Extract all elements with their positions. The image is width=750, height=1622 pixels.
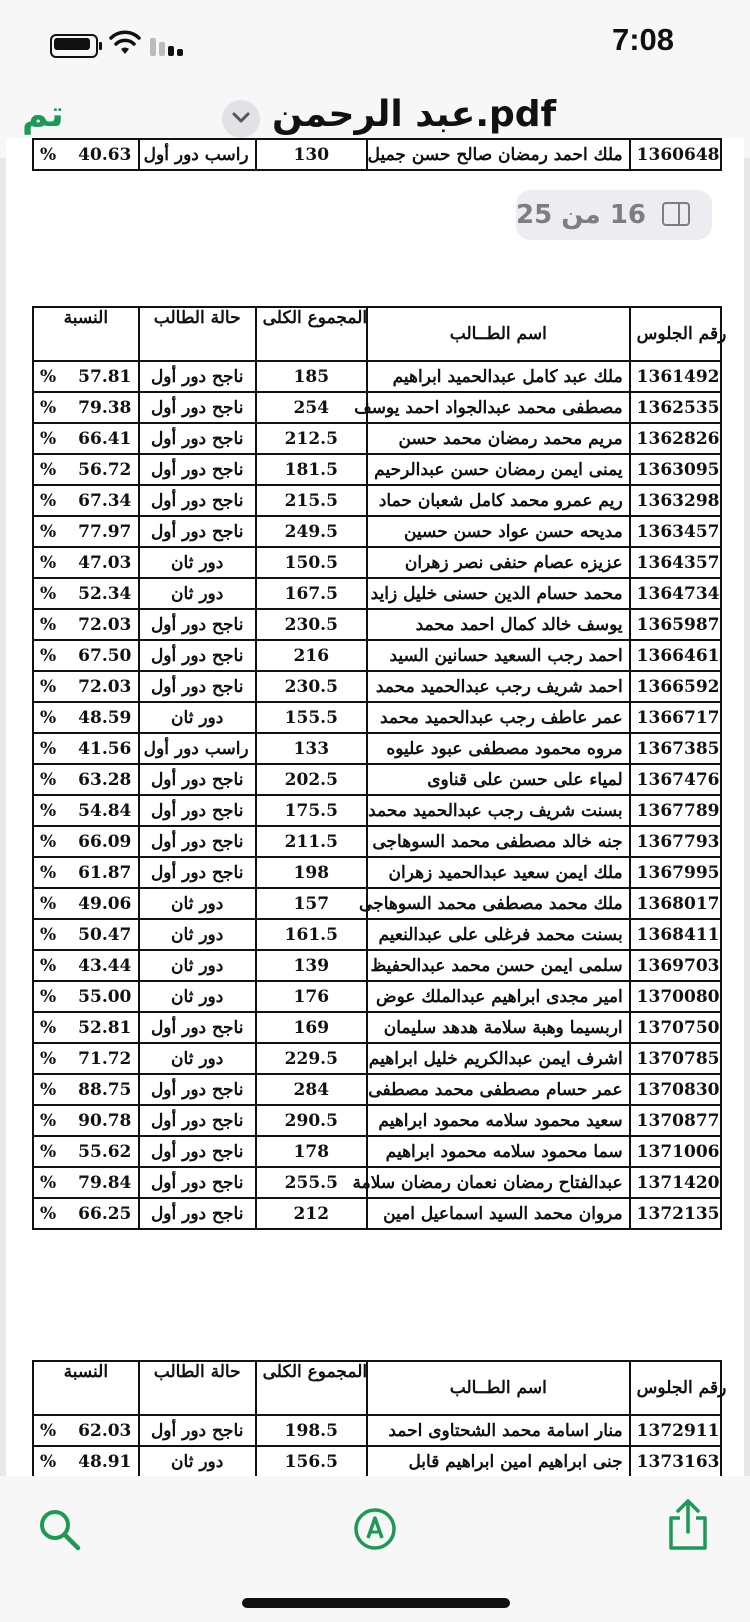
name-cell: مريم محمد رمضان محمد حسن (367, 423, 630, 454)
total-cell: 229.5 (256, 1043, 367, 1074)
percentage-value: 55.00 (78, 986, 132, 1007)
status-cell: ناجح دور أول (139, 392, 256, 423)
percentage-cell (33, 485, 139, 516)
seat-number-cell: 1363298 (630, 485, 721, 516)
status-cell: ناجح دور أول (139, 423, 256, 454)
results-table (32, 306, 727, 1230)
seat-number-cell: 1370785 (630, 1043, 721, 1074)
percentage-value: 41.56 (78, 738, 132, 759)
percentage-cell (33, 578, 139, 609)
seat-number-cell: 1371420 (630, 1167, 721, 1198)
total-cell: 230.5 (256, 609, 367, 640)
status-cell: ناجح دور أول (139, 485, 256, 516)
seat-number-cell: 1367793 (630, 826, 721, 857)
percent-sign: % (40, 1172, 57, 1193)
percentage-cell (33, 1198, 139, 1229)
table-row (33, 733, 721, 764)
status-cell: ناجح دور أول (139, 609, 256, 640)
seat-number-cell: 1364357 (630, 547, 721, 578)
name-cell: ريم عمرو محمد كامل شعبان حماد (367, 485, 630, 516)
percentage-cell (33, 1074, 139, 1105)
name-cell: لمياء على حسن على قناوى (367, 764, 630, 795)
total-cell: 157 (256, 888, 367, 919)
table-row (33, 1167, 721, 1198)
percentage-value: 61.87 (78, 862, 132, 883)
percentage-value: 62.03 (78, 1420, 132, 1441)
done-button[interactable]: تم (22, 94, 64, 135)
header-total: المجموع الكلى (256, 307, 367, 361)
status-cell: ناجح دور أول (139, 826, 256, 857)
percent-sign: % (40, 1203, 57, 1224)
name-cell: يوسف خالد كمال احمد محمد (367, 609, 630, 640)
seat-number-cell: 1367995 (630, 857, 721, 888)
percent-sign: % (40, 583, 57, 604)
table-row (33, 671, 721, 702)
name-cell: سما محمود سلامه محمود ابراهيم (367, 1136, 630, 1167)
percentage-value: 63.28 (78, 769, 132, 790)
name-cell: منار اسامة محمد الشحتاوى احمد (367, 1415, 630, 1446)
table-row (33, 547, 721, 578)
status-cell: ناجح دور أول (139, 1012, 256, 1043)
percent-sign: % (40, 366, 57, 387)
percentage-value: 55.62 (78, 1141, 132, 1162)
seat-number-cell: 1366592 (630, 671, 721, 702)
percentage-cell (33, 981, 139, 1012)
seat-number-cell: 1364734 (630, 578, 721, 609)
table-row (33, 826, 721, 857)
seat-number-cell: 1370750 (630, 1012, 721, 1043)
percentage-value: 50.47 (78, 924, 132, 945)
percentage-cell (33, 1415, 139, 1446)
total-cell: 230.5 (256, 671, 367, 702)
name-cell: جنى ابراهيم امين ابراهيم قابل (367, 1446, 630, 1477)
header-total: المجموع الكلى (256, 1361, 367, 1415)
header-seat-number: رقم الجلوس (630, 1361, 721, 1415)
status-cell: دور ثان (139, 1043, 256, 1074)
seat-number-cell: 1366717 (630, 702, 721, 733)
percentage-value: 66.25 (78, 1203, 132, 1224)
seat-number-cell: 1367385 (630, 733, 721, 764)
percent-sign: % (40, 738, 57, 759)
status-cell: راسب دور أول (139, 139, 256, 170)
percent-sign: % (40, 397, 57, 418)
name-cell: سعيد محمود سلامه محمود ابراهيم (367, 1105, 630, 1136)
seat-number-cell: 1369703 (630, 950, 721, 981)
name-cell: ملك محمد مصطفى محمد السوهاجى (367, 888, 630, 919)
percentage-cell (33, 640, 139, 671)
seat-number-cell: 1363095 (630, 454, 721, 485)
table-row (33, 919, 721, 950)
total-cell: 156.5 (256, 1446, 367, 1477)
name-cell: ملك احمد رمضان صالح حسن جميل (367, 139, 630, 170)
status-bar (0, 0, 750, 86)
table-row (33, 361, 721, 392)
table-row (33, 1105, 721, 1136)
percent-sign: % (40, 521, 57, 542)
seat-number-cell: 1367789 (630, 795, 721, 826)
seat-number-cell: 1368017 (630, 888, 721, 919)
name-cell: امير مجدى ابراهيم عبدالملك عوض (367, 981, 630, 1012)
status-cell: دور ثان (139, 1446, 256, 1477)
table-row (33, 1136, 721, 1167)
percent-sign: % (40, 893, 57, 914)
percentage-value: 88.75 (78, 1079, 132, 1100)
name-cell: ملك عبد كامل عبدالحميد ابراهيم (367, 361, 630, 392)
percentage-value: 54.84 (78, 800, 132, 821)
header-seat-number: رقم الجلوس (630, 307, 721, 361)
table-row (33, 1446, 721, 1477)
table-row (33, 1074, 721, 1105)
table-row (33, 702, 721, 733)
markup-icon[interactable] (352, 1506, 398, 1552)
status-cell: دور ثان (139, 578, 256, 609)
home-indicator (242, 1598, 510, 1608)
total-cell: 216 (256, 640, 367, 671)
table-row (33, 857, 721, 888)
seat-number-cell: 1370830 (630, 1074, 721, 1105)
seat-number-cell: 1365987 (630, 609, 721, 640)
percentage-cell (33, 609, 139, 640)
name-cell: بسنت محمد فرغلى على عبدالنعيم (367, 919, 630, 950)
status-cell: ناجح دور أول (139, 1136, 256, 1167)
name-cell: جنه خالد مصطفى محمد السوهاجى (367, 826, 630, 857)
table-row (33, 1415, 721, 1446)
table-row (33, 516, 721, 547)
status-cell: راسب دور أول (139, 733, 256, 764)
percent-sign: % (40, 459, 57, 480)
percent-sign: % (40, 769, 57, 790)
percentage-value: 71.72 (78, 1048, 132, 1069)
percentage-value: 79.84 (78, 1172, 132, 1193)
seat-number-cell: 1370080 (630, 981, 721, 1012)
percentage-cell (33, 950, 139, 981)
name-cell: سلمى ايمن حسن محمد عبدالحفيظ (367, 950, 630, 981)
status-cell: ناجح دور أول (139, 1074, 256, 1105)
header-status: حالة الطالب (139, 1361, 256, 1415)
seat-number-cell: 1363457 (630, 516, 721, 547)
status-cell: ناجح دور أول (139, 1415, 256, 1446)
header-percentage: النسبة (33, 1361, 139, 1415)
name-cell: عمر حسام مصطفى محمد مصطفى (367, 1074, 630, 1105)
status-cell: ناجح دور أول (139, 640, 256, 671)
total-cell: 284 (256, 1074, 367, 1105)
document-title[interactable]: عبد الرحمن.pdf (272, 94, 557, 135)
table-row (33, 485, 721, 516)
name-cell: بسنت شريف رجب عبدالحميد محمد (367, 795, 630, 826)
cellular-signal-icon (150, 36, 186, 56)
total-cell: 249.5 (256, 516, 367, 547)
percentage-value: 52.34 (78, 583, 132, 604)
percentage-value: 40.63 (78, 144, 132, 165)
percent-sign: % (40, 924, 57, 945)
percentage-cell (33, 888, 139, 919)
percentage-cell (33, 361, 139, 392)
percentage-value: 72.03 (78, 614, 132, 635)
results-table-next (32, 1360, 727, 1478)
table-row (33, 1043, 721, 1074)
table-row (33, 981, 721, 1012)
total-cell: 198.5 (256, 1415, 367, 1446)
percentage-value: 48.91 (78, 1451, 132, 1472)
status-cell: ناجح دور أول (139, 361, 256, 392)
pdf-page-current (6, 246, 744, 1346)
total-cell: 215.5 (256, 485, 367, 516)
percentage-cell (33, 516, 139, 547)
table-row (33, 950, 721, 981)
percentage-value: 77.97 (78, 521, 132, 542)
status-cell: ناجح دور أول (139, 1105, 256, 1136)
percent-sign: % (40, 144, 57, 165)
status-cell: ناجح دور أول (139, 1167, 256, 1198)
results-table-previous (32, 138, 722, 171)
percent-sign: % (40, 676, 57, 697)
total-cell: 211.5 (256, 826, 367, 857)
total-cell: 150.5 (256, 547, 367, 578)
percentage-value: 47.03 (78, 552, 132, 573)
total-cell: 202.5 (256, 764, 367, 795)
table-header-row (33, 307, 721, 361)
percentage-value: 52.81 (78, 1017, 132, 1038)
percentage-value: 66.09 (78, 831, 132, 852)
page-indicator-text: 16 من 25 (516, 200, 646, 230)
name-cell: مروه محمود مصطفى عبود عليوه (367, 733, 630, 764)
status-cell: ناجح دور أول (139, 454, 256, 485)
seat-number-cell: 1361492 (630, 361, 721, 392)
total-cell: 212.5 (256, 423, 367, 454)
status-cell: ناجح دور أول (139, 764, 256, 795)
percentage-cell (33, 1167, 139, 1198)
total-cell: 139 (256, 950, 367, 981)
percentage-cell (33, 671, 139, 702)
percentage-value: 72.03 (78, 676, 132, 697)
name-cell: مصطفى محمد عبدالجواد احمد يوسف (367, 392, 630, 423)
percentage-cell (33, 454, 139, 485)
table-row (33, 640, 721, 671)
percent-sign: % (40, 490, 57, 511)
name-cell: مروان محمد السيد اسماعيل امين (367, 1198, 630, 1229)
seat-number-cell: 1372135 (630, 1198, 721, 1229)
name-cell: اشرف ايمن عبدالكريم خليل ابراهيم (367, 1043, 630, 1074)
status-time: 7:08 (611, 22, 674, 57)
percentage-value: 48.59 (78, 707, 132, 728)
total-cell: 185 (256, 361, 367, 392)
header-name: اسم الطــالب (367, 1361, 630, 1415)
percent-sign: % (40, 1079, 57, 1100)
percentage-cell (33, 1012, 139, 1043)
name-cell: اربسيما وهبة سلامة هدهد سليمان (367, 1012, 630, 1043)
header-name: اسم الطــالب (367, 307, 630, 361)
name-cell: مديحه حسن عواد حسن حسين (367, 516, 630, 547)
percent-sign: % (40, 831, 57, 852)
name-cell: عزيزه عصام حنفى نصر زهران (367, 547, 630, 578)
thumbnails-icon (662, 202, 690, 226)
percentage-value: 57.81 (78, 366, 132, 387)
total-cell: 169 (256, 1012, 367, 1043)
status-cell: دور ثان (139, 950, 256, 981)
percent-sign: % (40, 614, 57, 635)
percentage-value: 67.50 (78, 645, 132, 666)
seat-number-cell: 1373163 (630, 1446, 721, 1477)
seat-number-cell: 1360648 (630, 139, 721, 170)
table-row (33, 1198, 721, 1229)
status-cell: ناجح دور أول (139, 671, 256, 702)
table-row (33, 392, 721, 423)
total-cell: 176 (256, 981, 367, 1012)
table-row (33, 423, 721, 454)
status-cell: ناجح دور أول (139, 857, 256, 888)
percentage-cell (33, 423, 139, 454)
seat-number-cell: 1366461 (630, 640, 721, 671)
total-cell: 181.5 (256, 454, 367, 485)
percentage-cell (33, 764, 139, 795)
percentage-value: 43.44 (78, 955, 132, 976)
status-cell: دور ثان (139, 919, 256, 950)
table-row (33, 888, 721, 919)
header-status: حالة الطالب (139, 307, 256, 361)
percentage-cell (33, 733, 139, 764)
percent-sign: % (40, 1141, 57, 1162)
total-cell: 155.5 (256, 702, 367, 733)
total-cell: 161.5 (256, 919, 367, 950)
percentage-cell (33, 1043, 139, 1074)
percentage-value: 90.78 (78, 1110, 132, 1131)
total-cell: 130 (256, 139, 367, 170)
seat-number-cell: 1362826 (630, 423, 721, 454)
total-cell: 255.5 (256, 1167, 367, 1198)
header-percentage: النسبة (33, 307, 139, 361)
percentage-cell (33, 702, 139, 733)
seat-number-cell: 1362535 (630, 392, 721, 423)
seat-number-cell: 1370877 (630, 1105, 721, 1136)
wifi-icon (110, 32, 140, 56)
table-header-row (33, 1361, 721, 1415)
percentage-cell (33, 826, 139, 857)
percent-sign: % (40, 428, 57, 449)
percentage-value: 49.06 (78, 893, 132, 914)
page-indicator[interactable] (516, 190, 712, 240)
table-row (33, 578, 721, 609)
percentage-cell (33, 795, 139, 826)
status-cell: دور ثان (139, 702, 256, 733)
percentage-value: 79.38 (78, 397, 132, 418)
percent-sign: % (40, 800, 57, 821)
percentage-value: 66.41 (78, 428, 132, 449)
name-cell: ملك ايمن سعيد عبدالحميد زهران (367, 857, 630, 888)
percentage-cell (33, 392, 139, 423)
total-cell: 175.5 (256, 795, 367, 826)
name-cell: احمد شريف رجب عبدالحميد محمد (367, 671, 630, 702)
percent-sign: % (40, 707, 57, 728)
table-row (33, 795, 721, 826)
status-cell: ناجح دور أول (139, 516, 256, 547)
status-cell: دور ثان (139, 547, 256, 578)
percent-sign: % (40, 645, 57, 666)
total-cell: 254 (256, 392, 367, 423)
percentage-cell (33, 1446, 139, 1477)
chevron-down-icon (232, 112, 250, 124)
percent-sign: % (40, 1017, 57, 1038)
percent-sign: % (40, 862, 57, 883)
percentage-value: 56.72 (78, 459, 132, 480)
percentage-value: 67.34 (78, 490, 132, 511)
status-cell: دور ثان (139, 981, 256, 1012)
total-cell: 290.5 (256, 1105, 367, 1136)
percentage-cell (33, 919, 139, 950)
table-row (33, 139, 721, 170)
total-cell: 178 (256, 1136, 367, 1167)
name-cell: عبدالفتاح رمضان نعمان رمضان سلامة (367, 1167, 630, 1198)
total-cell: 133 (256, 733, 367, 764)
battery-icon (50, 34, 98, 58)
percentage-cell (33, 139, 139, 170)
seat-number-cell: 1371006 (630, 1136, 721, 1167)
seat-number-cell: 1368411 (630, 919, 721, 950)
total-cell: 167.5 (256, 578, 367, 609)
percent-sign: % (40, 1420, 57, 1441)
percentage-cell (33, 1105, 139, 1136)
table-row (33, 609, 721, 640)
percentage-cell (33, 857, 139, 888)
percent-sign: % (40, 1451, 57, 1472)
search-icon[interactable] (36, 1506, 82, 1552)
share-icon[interactable] (666, 1498, 710, 1552)
name-cell: محمد حسام الدين حسنى خليل زايد (367, 578, 630, 609)
bottom-toolbar (0, 1476, 750, 1622)
percent-sign: % (40, 955, 57, 976)
total-cell: 198 (256, 857, 367, 888)
table-row (33, 1012, 721, 1043)
percentage-cell (33, 1136, 139, 1167)
total-cell: 212 (256, 1198, 367, 1229)
name-cell: عمر عاطف رجب عبدالحميد محمد (367, 702, 630, 733)
status-cell: دور ثان (139, 888, 256, 919)
percentage-cell (33, 547, 139, 578)
name-cell: يمنى ايمن رمضان حسن عبدالرحيم (367, 454, 630, 485)
status-cell: ناجح دور أول (139, 795, 256, 826)
pdf-viewer[interactable] (0, 144, 750, 1476)
status-cell: ناجح دور أول (139, 1198, 256, 1229)
percent-sign: % (40, 1048, 57, 1069)
percent-sign: % (40, 552, 57, 573)
seat-number-cell: 1372911 (630, 1415, 721, 1446)
title-dropdown-button[interactable] (222, 100, 260, 138)
seat-number-cell: 1367476 (630, 764, 721, 795)
table-row (33, 764, 721, 795)
name-cell: احمد رجب السعيد حسانين السيد (367, 640, 630, 671)
percent-sign: % (40, 986, 57, 1007)
percent-sign: % (40, 1110, 57, 1131)
table-row (33, 454, 721, 485)
